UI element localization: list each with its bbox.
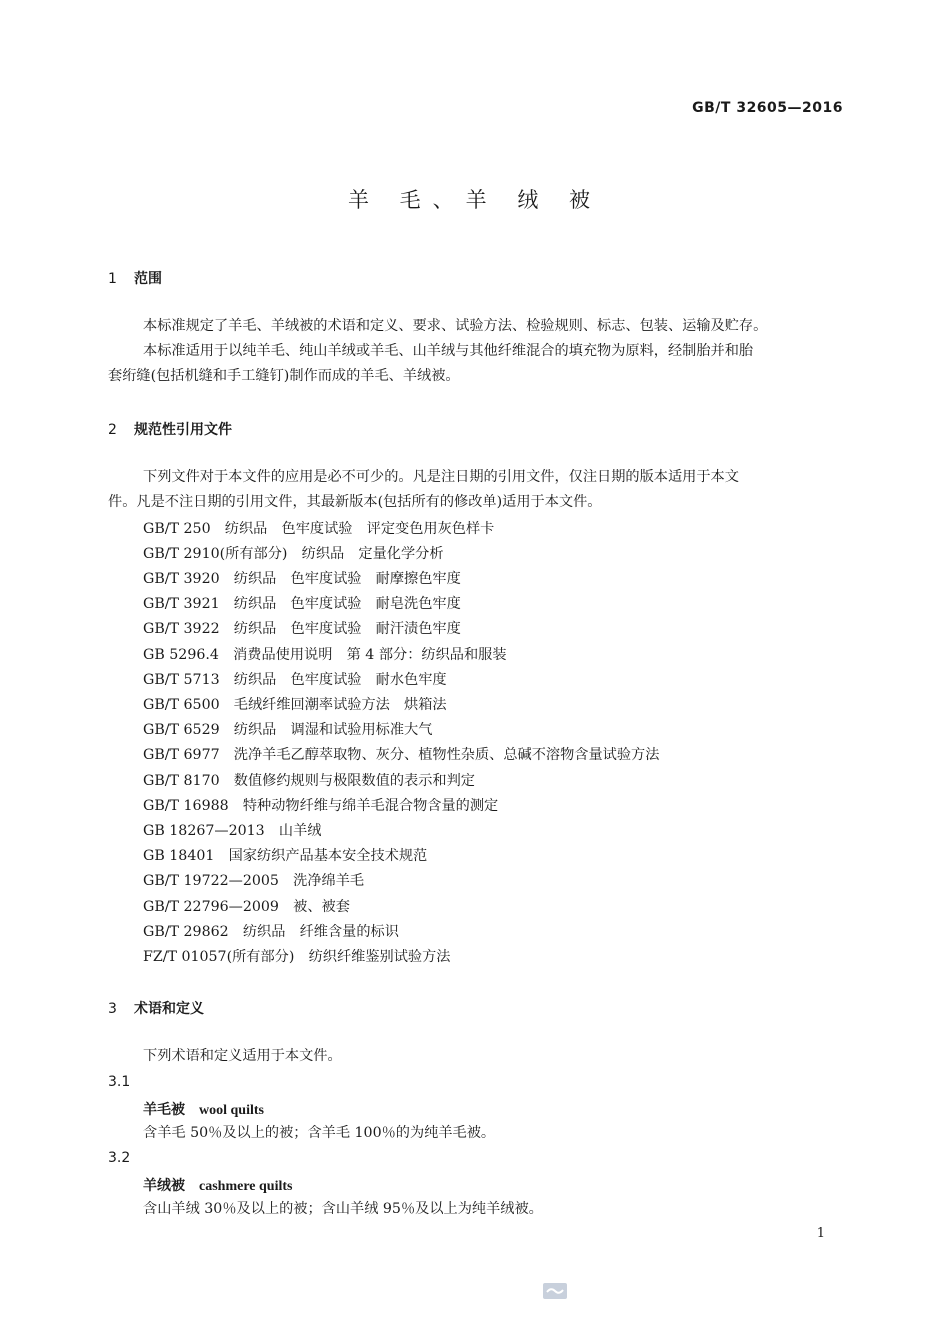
reference-item: GB/T 3921 纺织品 色牢度试验 耐皂洗色牢度 (143, 596, 461, 612)
document-title: 羊 毛、羊 绒 被 (347, 188, 603, 212)
section-3-heading (108, 998, 204, 1018)
reference-item: GB/T 22796—2009 被、被套 (143, 899, 350, 915)
reference-item: GB/T 8170 数值修约规则与极限数值的表示和判定 (143, 773, 475, 789)
reference-item: FZ/T 01057(所有部分) 纺织纤维鉴别试验方法 (143, 949, 451, 965)
reference-item: GB/T 6500 毛绒纤维回潮率试验方法 烘箱法 (143, 697, 447, 713)
term-heading (143, 1099, 264, 1119)
reference-item: GB 5296.4 消费品使用说明 第 4 部分：纺织品和服装 (143, 647, 507, 663)
section-number: 3 (108, 1001, 117, 1017)
section-number: 1 (108, 271, 117, 287)
term-en: wool quilts (199, 1103, 264, 1118)
standard-code: GB/T 32605—2016 (692, 100, 843, 116)
paragraph-continuation: 件。凡是不注日期的引用文件，其最新版本(包括所有的修改单)适用于本文件。 (108, 494, 602, 510)
reference-item: GB/T 5713 纺织品 色牢度试验 耐水色牢度 (143, 672, 447, 688)
term-number: 3.2 (108, 1150, 131, 1166)
section-title: 术语和定义 (134, 1001, 204, 1017)
reference-item: GB 18401 国家纺织产品基本安全技术规范 (143, 848, 428, 864)
paragraph: 本标准适用于以纯羊毛、纯山羊绒或羊毛、山羊绒与其他纤维混合的填充物为原料，经制胎并和胎 (143, 343, 754, 359)
section-2-heading (108, 419, 232, 439)
term-number: 3.1 (108, 1074, 131, 1090)
reference-item: GB/T 16988 特种动物纤维与绵羊毛混合物含量的测定 (143, 798, 499, 814)
reference-item: GB/T 29862 纺织品 纤维含量的标识 (143, 924, 399, 940)
reference-item: GB/T 250 纺织品 色牢度试验 评定变色用灰色样卡 (143, 521, 495, 537)
paragraph: 本标准规定了羊毛、羊绒被的术语和定义、要求、试验方法、检验规则、标志、包装、运输及贮存。 (143, 318, 768, 334)
section-title: 范围 (134, 271, 162, 287)
term-en: cashmere quilts (199, 1179, 293, 1194)
page-number: 1 (816, 1226, 825, 1241)
sac-logo-icon (541, 1281, 569, 1301)
term-heading (143, 1175, 292, 1195)
section-1-heading (108, 268, 162, 288)
paragraph-continuation: 套绗缝(包括机缝和手工缝钉)制作而成的羊毛、羊绒被。 (108, 368, 460, 384)
term-zh: 羊毛被 (143, 1102, 185, 1118)
reference-item: GB/T 6529 纺织品 调湿和试验用标准大气 (143, 722, 433, 738)
term-zh: 羊绒被 (143, 1178, 185, 1194)
reference-item: GB/T 19722—2005 洗净绵羊毛 (143, 873, 365, 889)
reference-item: GB/T 3920 纺织品 色牢度试验 耐摩擦色牢度 (143, 571, 461, 587)
reference-item: GB/T 2910(所有部分) 纺织品 定量化学分析 (143, 546, 444, 562)
paragraph: 下列术语和定义适用于本文件。 (143, 1048, 342, 1064)
section-number: 2 (108, 422, 117, 438)
section-title: 规范性引用文件 (134, 422, 232, 438)
term-definition: 含羊毛 50％及以上的被；含羊毛 100％的为纯羊毛被。 (143, 1125, 496, 1141)
reference-item: GB/T 6977 洗净羊毛乙醇萃取物、灰分、植物性杂质、总碱不溶物含量试验方法 (143, 747, 660, 763)
paragraph: 下列文件对于本文件的应用是必不可少的。凡是注日期的引用文件，仅注日期的版本适用于本文 (143, 469, 739, 485)
reference-item: GB 18267—2013 山羊绒 (143, 823, 322, 839)
term-definition: 含山羊绒 30％及以上的被；含山羊绒 95％及以上为纯羊绒被。 (143, 1201, 543, 1217)
reference-item: GB/T 3922 纺织品 色牢度试验 耐汗渍色牢度 (143, 621, 461, 637)
